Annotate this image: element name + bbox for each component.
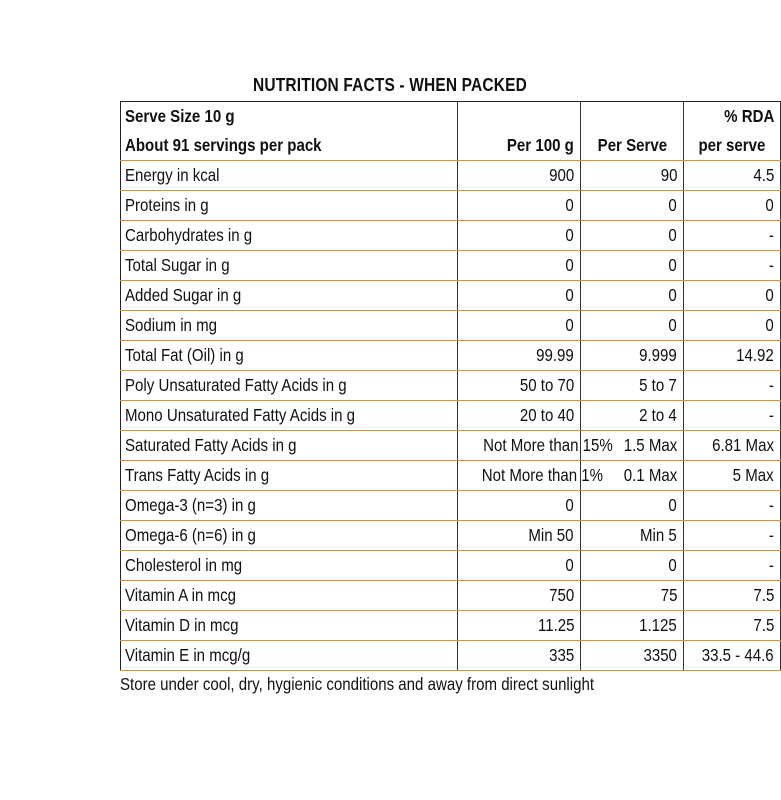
rda-cell: 33.5 - 44.6: [684, 641, 781, 671]
per-100g-cell: 0: [458, 191, 581, 221]
per-100g-cell: 99.99: [458, 341, 581, 371]
per-100g-cell: Not More than 15%: [458, 431, 581, 461]
servings-per-pack-label: About 91 servings per pack: [121, 131, 458, 161]
per-100g-cell: 900: [458, 161, 581, 191]
per-100g-cell: 0: [458, 221, 581, 251]
rda-cell: 4.5: [684, 161, 781, 191]
table-row: [121, 251, 781, 281]
per-serve-cell: 0: [581, 281, 684, 311]
per-serve-cell: 0: [581, 311, 684, 341]
per-serve-cell: 0: [581, 551, 684, 581]
per-100g-cell: 20 to 40: [458, 401, 581, 431]
per-serve-cell: 0: [581, 251, 684, 281]
table-row: [121, 371, 781, 401]
table-row: [121, 161, 781, 191]
storage-footnote: Store under cool, dry, hygienic conditions and away from direct sunlight: [120, 674, 595, 694]
nutrient-name-cell: Omega-6 (n=6) in g: [121, 521, 458, 551]
header-empty-cell: [458, 102, 581, 132]
rda-cell: 0: [684, 281, 781, 311]
nutrient-name-cell: Cholesterol in mg: [121, 551, 458, 581]
per-100g-cell: 0: [458, 281, 581, 311]
per-serve-header: Per Serve: [581, 131, 684, 161]
nutrient-name-cell: Vitamin D in mcg: [121, 611, 458, 641]
per-serve-cell: 0: [581, 191, 684, 221]
table-row: [121, 401, 781, 431]
per-serve-cell: Min 5: [581, 521, 684, 551]
nutrient-name-cell: Energy in kcal: [121, 161, 458, 191]
table-row: [121, 491, 781, 521]
rda-cell: -: [684, 221, 781, 251]
header-row-serve-size: [121, 102, 781, 132]
nutrient-name-cell: Saturated Fatty Acids in g: [121, 431, 458, 461]
rda-label: % RDA: [684, 102, 781, 132]
per-serve-cell: 2 to 4: [581, 401, 684, 431]
rda-cell: 0: [684, 191, 781, 221]
table-row: [121, 521, 781, 551]
rda-cell: -: [684, 521, 781, 551]
per-100g-cell: 0: [458, 251, 581, 281]
per-serve-cell: 3350: [581, 641, 684, 671]
per-serve-cell: 1.125: [581, 611, 684, 641]
per-serve-cell: 9.999: [581, 341, 684, 371]
rda-cell: -: [684, 401, 781, 431]
nutrient-name-cell: Added Sugar in g: [121, 281, 458, 311]
nutrient-name-cell: Proteins in g: [121, 191, 458, 221]
header-empty-cell: [581, 102, 684, 132]
table-row: [121, 461, 781, 491]
table-row: [121, 581, 781, 611]
per-serve-cell: 0: [581, 221, 684, 251]
per-100g-cell: 0: [458, 491, 581, 521]
rda-cell: 14.92: [684, 341, 781, 371]
per-100g-cell: 335: [458, 641, 581, 671]
table-row: [121, 431, 781, 461]
per-100g-cell: 11.25: [458, 611, 581, 641]
nutrient-name-cell: Sodium in mg: [121, 311, 458, 341]
per-100g-cell: 50 to 70: [458, 371, 581, 401]
rda-per-serve-header: per serve: [684, 131, 781, 161]
header-row-columns: [121, 131, 781, 161]
rda-cell: -: [684, 491, 781, 521]
per-100g-cell: Not More than 1%: [458, 461, 581, 491]
rda-cell: -: [684, 551, 781, 581]
nutrient-name-cell: Poly Unsaturated Fatty Acids in g: [121, 371, 458, 401]
rda-cell: -: [684, 251, 781, 281]
rda-cell: 7.5: [684, 581, 781, 611]
table-row: [121, 641, 781, 671]
table-row: [121, 551, 781, 581]
nutrient-name-cell: Omega-3 (n=3) in g: [121, 491, 458, 521]
nutrient-name-cell: Mono Unsaturated Fatty Acids in g: [121, 401, 458, 431]
nutrient-name-cell: Vitamin E in mcg/g: [121, 641, 458, 671]
rda-cell: -: [684, 371, 781, 401]
nutrient-name-cell: Vitamin A in mcg: [121, 581, 458, 611]
per-serve-cell: 0.1 Max: [581, 461, 684, 491]
per-100g-cell: 0: [458, 311, 581, 341]
per-serve-cell: 75: [581, 581, 684, 611]
rda-cell: 7.5: [684, 611, 781, 641]
nutrient-name-cell: Total Fat (Oil) in g: [121, 341, 458, 371]
nutrient-name-cell: Trans Fatty Acids in g: [121, 461, 458, 491]
rda-cell: 5 Max: [684, 461, 781, 491]
table-row: [121, 221, 781, 251]
per-100g-cell: 0: [458, 551, 581, 581]
rda-cell: 6.81 Max: [684, 431, 781, 461]
table-title: NUTRITION FACTS - WHEN PACKED: [253, 75, 527, 95]
per-serve-cell: 1.5 Max: [581, 431, 684, 461]
table-row: [121, 311, 781, 341]
per-100g-cell: Min 50: [458, 521, 581, 551]
table-row: [121, 281, 781, 311]
table-row: [121, 341, 781, 371]
per-100g-header: Per 100 g: [458, 131, 581, 161]
per-serve-cell: 0: [581, 491, 684, 521]
rda-cell: 0: [684, 311, 781, 341]
table-row: [121, 191, 781, 221]
serve-size-label: Serve Size 10 g: [121, 102, 458, 132]
nutrient-name-cell: Total Sugar in g: [121, 251, 458, 281]
nutrient-name-cell: Carbohydrates in g: [121, 221, 458, 251]
nutrition-table: [120, 101, 781, 671]
per-100g-cell: 750: [458, 581, 581, 611]
per-serve-cell: 90: [581, 161, 684, 191]
table-row: [121, 611, 781, 641]
per-serve-cell: 5 to 7: [581, 371, 684, 401]
